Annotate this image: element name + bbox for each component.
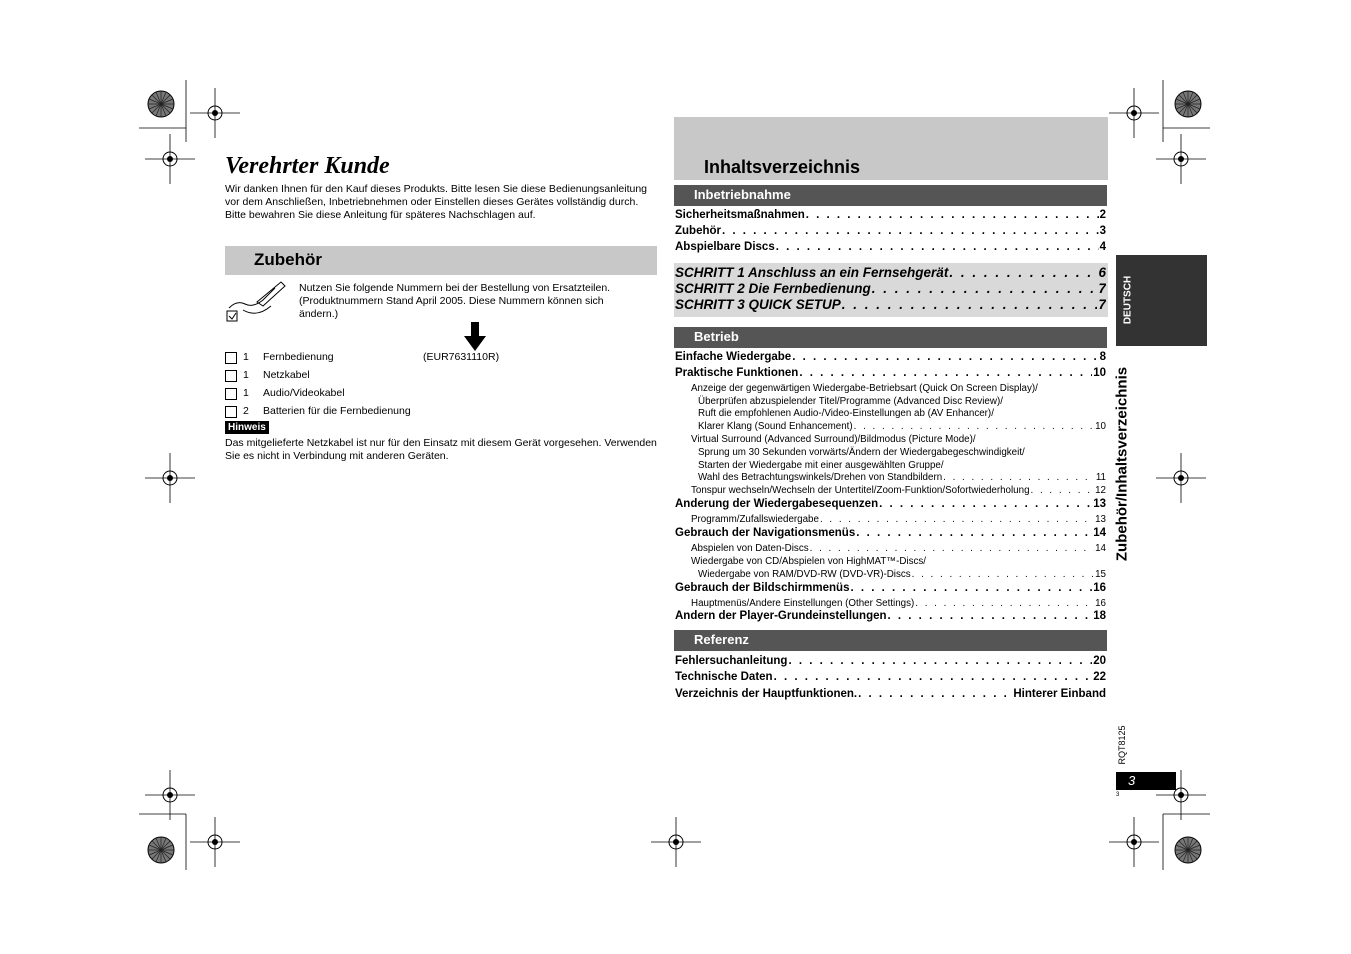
toc-entry-title: Sicherheitsmaßnahmen	[675, 209, 805, 221]
note-text: Das mitgelieferte Netzkabel ist nur für den Einsatz mit diesem Gerät vorgesehen. Verwenden Sie es nicht in Verbindung mit anderen Geräten.	[225, 437, 657, 462]
item-quantity: 1	[243, 369, 249, 381]
language-tab	[1116, 255, 1207, 346]
toc-entry-title: Fehlersuchanleitung	[675, 655, 788, 667]
toc-subentry: Starten der Wiedergabe mit einer ausgewählten Gruppe/	[698, 460, 944, 471]
toc-entry-title: Gebrauch der Bildschirmmenüs	[675, 582, 850, 594]
toc-entry-page: 14	[1095, 543, 1106, 554]
toc-entry-page: 18	[1093, 610, 1106, 622]
toc-entry-title: Verzeichnis der Hauptfunktionen.	[675, 688, 858, 700]
toc-heading: Inhaltsverzeichnis	[704, 157, 861, 177]
item-name: Batterien für die Fernbedienung	[263, 405, 411, 417]
arrow-down-icon	[464, 322, 486, 352]
toc-subentry: Anzeige der gegenwärtigen Wiedergabe-Betriebsart (Quick On Screen Display)/	[691, 383, 1038, 394]
toc-entry[interactable]	[675, 241, 1106, 257]
toc-entry[interactable]	[675, 367, 1106, 383]
language-label: DEUTSCH	[1122, 275, 1134, 325]
item-name: Fernbedienung	[263, 351, 334, 363]
toc-entry-title: Tonspur wechseln/Wechseln der Untertitel/Zoom-Funktion/Sofortwiederholung	[691, 485, 1030, 496]
toc-entry[interactable]	[675, 281, 1106, 297]
toc-entry-title: Einfache Wiedergabe	[675, 351, 792, 363]
toc-entry-page: Hinterer Einband	[1013, 688, 1106, 700]
toc-entry[interactable]	[675, 225, 1106, 241]
toc-entry-page: 13	[1095, 514, 1106, 525]
toc-entry[interactable]	[675, 655, 1106, 671]
pen-note-icon	[223, 278, 293, 326]
section-title: Betrieb	[694, 329, 739, 344]
toc-subentry[interactable]	[698, 472, 1106, 485]
toc-entry-title: Wahl des Betrachtungswinkels/Drehen von Standbildern	[698, 472, 943, 483]
toc-entry[interactable]	[675, 498, 1106, 514]
item-quantity: 1	[243, 351, 249, 363]
accessories-heading: Zubehör	[254, 250, 322, 269]
toc-entry-title: Wiedergabe von RAM/DVD-RW (DVD-VR)-Discs	[698, 569, 911, 580]
toc-entry-page: 10	[1093, 367, 1106, 379]
toc-entry-title: SCHRITT 1 Anschluss an ein Fernsehgerät	[675, 265, 949, 280]
item-quantity: 2	[243, 405, 249, 417]
toc-entry-title: SCHRITT 3 QUICK SETUP	[675, 297, 841, 312]
section-bar-setup	[674, 185, 1107, 206]
toc-entry-page: 12	[1095, 485, 1106, 496]
toc-subentry[interactable]	[698, 421, 1106, 434]
toc-entry[interactable]	[675, 209, 1106, 225]
side-section-title: Zubehör/Inhaltsverzeichnis	[1113, 366, 1131, 562]
toc-entry-title: Abspielen von Daten-Discs	[691, 543, 809, 554]
toc-entry-title: Änderung der Wiedergabesequenzen	[675, 498, 879, 510]
toc-subentry[interactable]	[691, 514, 1106, 527]
note-badge: Hinweis	[225, 421, 269, 434]
toc-subentry: Virtual Surround (Advanced Surround)/Bildmodus (Picture Mode)/	[691, 434, 976, 445]
toc-entry-page: 16	[1095, 598, 1106, 609]
toc-subentry[interactable]	[698, 569, 1106, 582]
toc-entry-title: Ändern der Player-Grundeinstellungen	[675, 610, 887, 622]
section-title: Referenz	[694, 632, 749, 647]
checkbox-icon	[225, 352, 237, 364]
toc-entry-page: 15	[1095, 569, 1106, 580]
intro-paragraph: Wir danken Ihnen für den Kauf dieses Produkts. Bitte lesen Sie diese Bedienungsanleitung vor dem Anschließen, Inbetriebnehmen oder Einstellen dieses Gerätes vollständig durch. Bitte bewahren Sie diese Anleitung für späteres Nachschlagen auf.	[225, 183, 648, 221]
toc-entry-page: 13	[1093, 498, 1106, 510]
toc-entry-title: Gebrauch der Navigationsmenüs	[675, 527, 856, 539]
page-title: Verehrter Kunde	[225, 153, 390, 179]
page-number: 3	[1128, 773, 1136, 788]
toc-subentry: Überprüfen abzuspielender Titel/Programme (Advanced Disc Review)/	[698, 396, 1003, 407]
toc-entry[interactable]	[675, 688, 1106, 704]
toc-subentry[interactable]	[691, 485, 1106, 498]
toc-entry-title: Zubehör	[675, 225, 721, 237]
item-part-number: (EUR7631110R)	[423, 351, 500, 363]
toc-entry-title: Klarer Klang (Sound Enhancement)	[698, 421, 853, 432]
toc-entry-page: 14	[1093, 527, 1106, 539]
toc-entry[interactable]	[675, 671, 1106, 687]
accessories-header	[225, 246, 657, 275]
item-quantity: 1	[243, 387, 249, 399]
section-title: Inbetriebnahme	[694, 187, 791, 202]
toc-entry[interactable]	[675, 610, 1106, 626]
toc-subentry: Sprung um 30 Sekunden vorwärts/Ändern der Wiedergabegeschwindigkeit/	[698, 447, 1025, 458]
page-number-box	[1116, 772, 1176, 790]
toc-entry-title: Praktische Funktionen	[675, 367, 799, 379]
toc-entry[interactable]	[675, 297, 1106, 313]
toc-entry-page: 6	[1098, 265, 1106, 280]
section-bar-operation	[674, 327, 1107, 348]
toc-entry-page: 20	[1093, 655, 1106, 667]
checkbox-icon	[225, 388, 237, 400]
section-bar-reference	[674, 630, 1107, 651]
toc-entry-title: SCHRITT 2 Die Fernbedienung	[675, 281, 871, 296]
toc-subentry[interactable]	[691, 543, 1106, 556]
checkbox-icon	[225, 370, 237, 382]
document-code: RQT8125	[1117, 725, 1127, 765]
toc-entry[interactable]	[675, 351, 1106, 367]
toc-entry[interactable]	[675, 582, 1106, 598]
small-page-number: 3	[1116, 792, 1120, 798]
toc-entry-page: 11	[1095, 472, 1106, 483]
toc-entry-page: 3	[1099, 225, 1106, 237]
toc-entry-title: Programm/Zufallswiedergabe	[691, 514, 819, 525]
checkbox-icon	[225, 406, 237, 418]
toc-entry-page: 22	[1093, 671, 1106, 683]
toc-subentry: Wiedergabe von CD/Abspielen von HighMAT™-Discs/	[691, 556, 927, 567]
toc-subentry: Ruft die empfohlenen Audio-/Video-Einstellungen ab (AV Enhancer)/	[698, 408, 994, 419]
toc-entry[interactable]	[675, 527, 1106, 543]
toc-entry-page: 7	[1098, 297, 1106, 312]
toc-entry-title: Technische Daten	[675, 671, 773, 683]
toc-entry[interactable]	[675, 265, 1106, 281]
toc-header	[674, 117, 1108, 180]
toc-entry-page: 10	[1095, 421, 1106, 432]
toc-entry-page: 16	[1093, 582, 1106, 594]
toc-entry-page: 2	[1099, 209, 1106, 221]
item-name: Audio/Videokabel	[263, 387, 345, 399]
order-note: Nutzen Sie folgende Nummern bei der Bestellung von Ersatzteilen. (Produktnummern Stand April 2005. Diese Nummern können sich ändern.)	[299, 282, 611, 320]
toc-entry-title: Hauptmenüs/Andere Einstellungen (Other Settings)	[691, 598, 915, 609]
toc-entry-page: 8	[1099, 351, 1106, 363]
toc-entry-page: 7	[1098, 281, 1106, 296]
toc-entry-title: Abspielbare Discs	[675, 241, 775, 253]
item-name: Netzkabel	[263, 369, 310, 381]
toc-entry-page: 4	[1099, 241, 1106, 253]
